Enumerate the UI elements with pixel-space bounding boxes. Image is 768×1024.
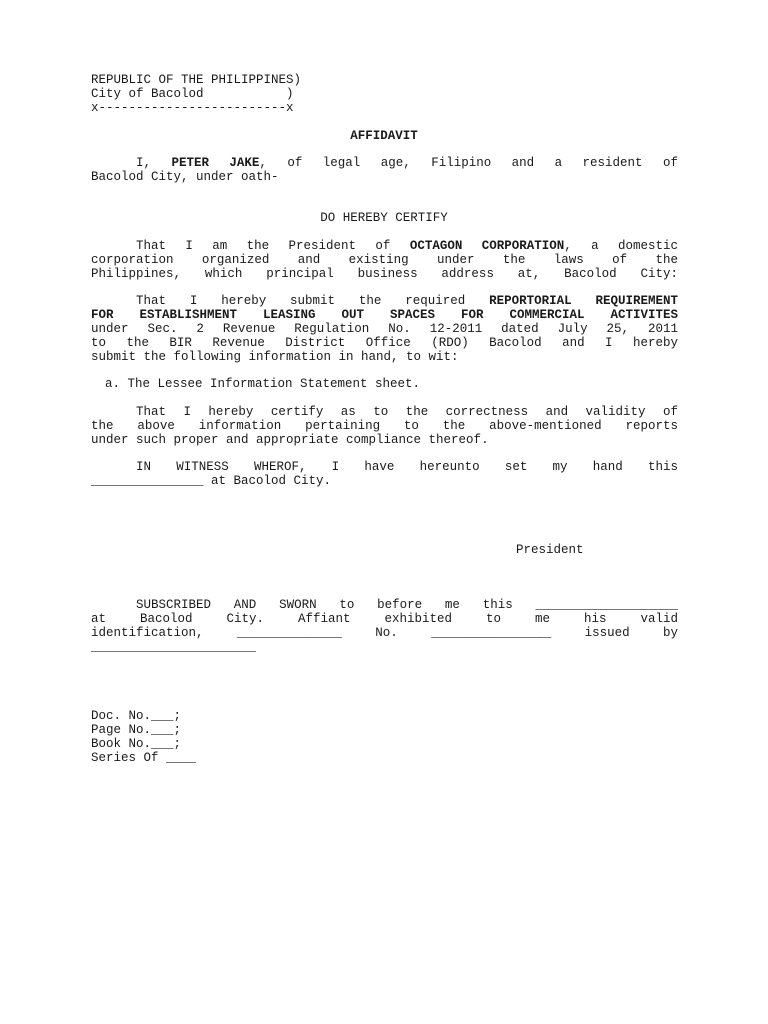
document-title: AFFIDAVIT	[350, 129, 418, 143]
certify-heading: DO HEREBY CERTIFY	[320, 211, 448, 225]
notarial-series: Series Of ____	[91, 751, 197, 765]
signature-label: President	[516, 543, 584, 557]
para3-line-2: the above information pertaining to the above-mentioned reports	[91, 419, 678, 433]
para2-line-4: to the BIR Revenue District Office (RDO) Bacolod and I hereby	[91, 336, 678, 350]
caption-divider: x-------------------------x	[91, 101, 294, 115]
intro-line-2: Bacolod City, under oath-	[91, 170, 279, 184]
jurat-line-1: SUBSCRIBED AND SWORN to before me this ___________________	[136, 598, 678, 612]
para3-line-3: under such proper and appropriate compliance thereof.	[91, 433, 489, 447]
intro-line-1: I, PETER JAKE, of legal age, Filipino and a resident of	[136, 156, 678, 170]
notarial-book-no: Book No.___;	[91, 737, 182, 751]
para1-line-2: corporation organized and existing under the laws of the	[91, 253, 678, 267]
para1-line-3: Philippines, which principal business address at, Bacolod City:	[91, 267, 678, 281]
witness-line-2: _______________ at Bacolod City.	[91, 474, 332, 488]
para2-line-3: under Sec. 2 Revenue Regulation No. 12-2011 dated July 25, 2011	[91, 322, 678, 336]
affiant-name: PETER JAKE	[171, 156, 260, 170]
requirement-title: REPORTORIAL REQUIREMENT	[489, 294, 678, 308]
list-item-a: a. The Lessee Information Statement sheet.	[105, 377, 421, 391]
caption-city: City of Bacolod )	[91, 87, 294, 101]
para1-line-1: That I am the President of OCTAGON CORPORATION, a domestic	[136, 239, 678, 253]
para2-line-2: FOR ESTABLISHMENT LEASING OUT SPACES FOR COMMERCIAL ACTIVITES	[91, 308, 678, 322]
para3-line-1: That I hereby certify as to the correctness and validity of	[136, 405, 678, 419]
witness-line-1: IN WITNESS WHEROF, I have hereunto set my hand this	[136, 460, 678, 474]
jurat-line-4: ______________________	[91, 640, 257, 654]
caption-republic: REPUBLIC OF THE PHILIPPINES)	[91, 73, 302, 87]
company-name: OCTAGON CORPORATION	[409, 239, 565, 253]
para2-line-5: submit the following information in hand, to wit:	[91, 350, 459, 364]
para2-line-1: That I hereby submit the required REPORTORIAL REQUIREMENT	[136, 294, 678, 308]
notarial-page-no: Page No.___;	[91, 723, 182, 737]
jurat-line-2: at Bacolod City. Affiant exhibited to me his valid	[91, 612, 678, 626]
notarial-doc-no: Doc. No.___;	[91, 709, 182, 723]
jurat-line-3: identification, ______________ No. ________________ issued by	[91, 626, 678, 640]
